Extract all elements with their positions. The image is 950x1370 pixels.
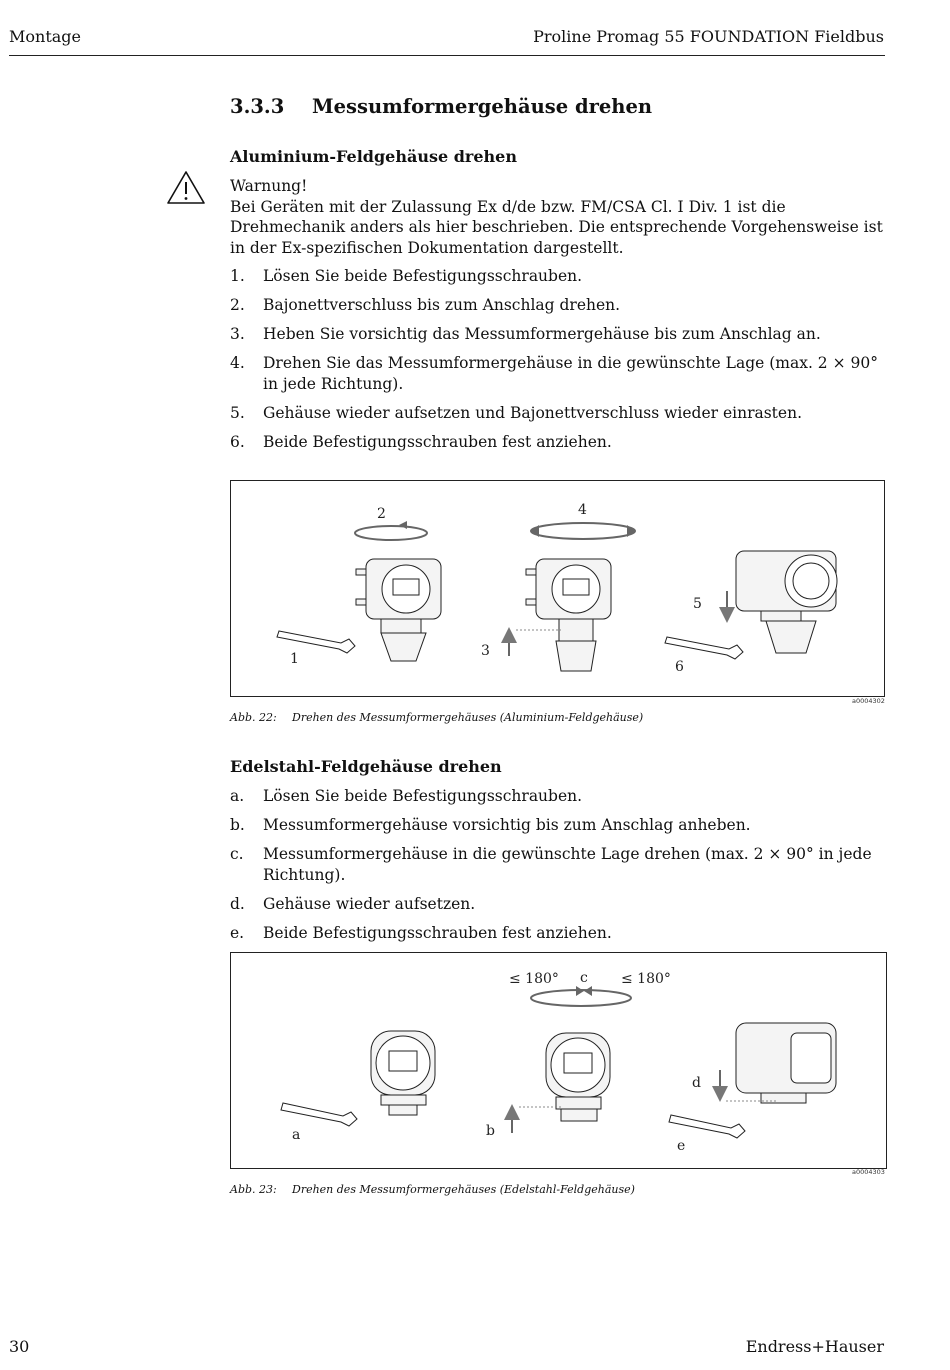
callout-5: 5 (693, 596, 702, 612)
list-item (230, 266, 886, 287)
step-text: Gehäuse wieder aufsetzen. (263, 894, 476, 913)
header-divider (9, 55, 885, 56)
section-number: 3.3.3 (230, 95, 285, 118)
list-item (230, 353, 886, 394)
rotate-arrow-icon (576, 986, 584, 996)
housing-drawing-right (736, 1023, 836, 1103)
list-item (230, 844, 886, 885)
callout-4: 4 (578, 502, 587, 518)
figure-stainless-housing (230, 952, 887, 1169)
warning-text: Bei Geräten mit der Zulassung Ex d/de bzw. FM/CSA Cl. I Div. 1 ist die Drehmechanik anders als hier beschrieben. Die entsprechende Vorgehensweise ist in der Ex-spezifischen Dokumentation dargestellt. (230, 197, 883, 257)
list-item (230, 815, 886, 836)
step-text: Gehäuse wieder aufsetzen und Bajonettverschluss wieder einrasten. (263, 403, 802, 422)
stainless-heading: Edelstahl-Feldgehäuse drehen (230, 757, 502, 776)
figure-code: a0004303 (852, 1168, 885, 1176)
list-item (230, 923, 886, 944)
step-number: 1. (230, 267, 245, 285)
figure-caption-text: Drehen des Messumformergehäuses (Edelstahl-Feldgehäuse) (292, 1183, 635, 1196)
header-section-label: Montage (9, 27, 81, 46)
housing-drawing-middle (546, 1033, 610, 1121)
list-item (230, 324, 886, 345)
callout-6: 6 (675, 659, 684, 675)
housing-drawing-left (356, 559, 441, 661)
angle-label-left: ≤ 180° (509, 971, 559, 987)
figure-caption-label: Abb. 22: (230, 711, 277, 724)
figure-caption-label: Abb. 23: (230, 1183, 277, 1196)
callout-2: 2 (377, 506, 386, 522)
step-number: 3. (230, 325, 245, 343)
callout-a: a (292, 1127, 301, 1143)
step-number: 2. (230, 296, 245, 314)
step-text: Messumformergehäuse in die gewünschte Lage drehen (max. 2 × 90° in jede Richtung). (263, 845, 872, 884)
step-text: Lösen Sie beide Befestigungsschrauben. (263, 787, 583, 805)
angle-label-right: ≤ 180° (621, 971, 671, 987)
housing-drawing-right (736, 551, 837, 653)
rotate-arrow-icon (399, 521, 407, 529)
figure-aluminium-housing (230, 480, 885, 697)
page-number: 30 (9, 1337, 30, 1356)
warning-title: Warnung! (230, 177, 308, 195)
aluminium-heading: Aluminium-Feldgehäuse drehen (230, 147, 517, 166)
warning-icon (166, 170, 206, 210)
section-title: Messumformergehäuse drehen (312, 95, 653, 118)
figure-caption-text: Drehen des Messumformergehäuses (Aluminium-Feldgehäuse) (292, 711, 644, 724)
callout-d: d (692, 1075, 701, 1091)
step-text: Beide Befestigungsschrauben fest anziehen. (263, 923, 612, 942)
aluminium-steps-list (230, 266, 886, 461)
stainless-steps-list (230, 786, 886, 952)
wrench-drawing (665, 637, 743, 659)
step-letter: e. (230, 923, 245, 942)
step-letter: c. (230, 845, 244, 863)
callout-1: 1 (290, 651, 299, 667)
step-text: Heben Sie vorsichtig das Messumformergehäuse bis zum Anschlag an. (263, 325, 821, 343)
step-number: 5. (230, 403, 245, 422)
step-letter: d. (230, 894, 245, 913)
housing-drawing-left (371, 1031, 435, 1115)
list-item (230, 295, 886, 316)
wrench-drawing (277, 631, 355, 653)
callout-3: 3 (481, 643, 490, 659)
step-text: Lösen Sie beide Befestigungsschrauben. (263, 267, 583, 285)
step-text: Beide Befestigungsschrauben fest anziehen. (263, 432, 612, 451)
step-text: Messumformergehäuse vorsichtig bis zum Anschlag anheben. (263, 816, 751, 834)
list-item (230, 403, 886, 424)
callout-e: e (677, 1138, 686, 1154)
wrench-drawing (281, 1103, 357, 1126)
step-letter: b. (230, 816, 245, 834)
header-product-title: Proline Promag 55 FOUNDATION Fieldbus (533, 27, 884, 46)
step-number: 4. (230, 354, 245, 372)
step-letter: a. (230, 787, 245, 805)
list-item (230, 432, 886, 453)
callout-b: b (486, 1123, 495, 1139)
housing-drawing-middle (526, 559, 611, 671)
figure-code: a0004302 (852, 697, 885, 705)
step-text: Drehen Sie das Messumformergehäuse in die gewünschte Lage (max. 2 × 90° in jede Richtung). (263, 354, 878, 393)
callout-c: c (580, 970, 588, 986)
list-item (230, 786, 886, 807)
list-item (230, 894, 886, 915)
wrench-drawing (669, 1115, 745, 1138)
step-text: Bajonettverschluss bis zum Anschlag drehen. (263, 296, 621, 314)
step-number: 6. (230, 432, 245, 451)
footer-brand: Endress+Hauser (745, 1337, 884, 1356)
rotate-arrow-icon (531, 525, 539, 537)
